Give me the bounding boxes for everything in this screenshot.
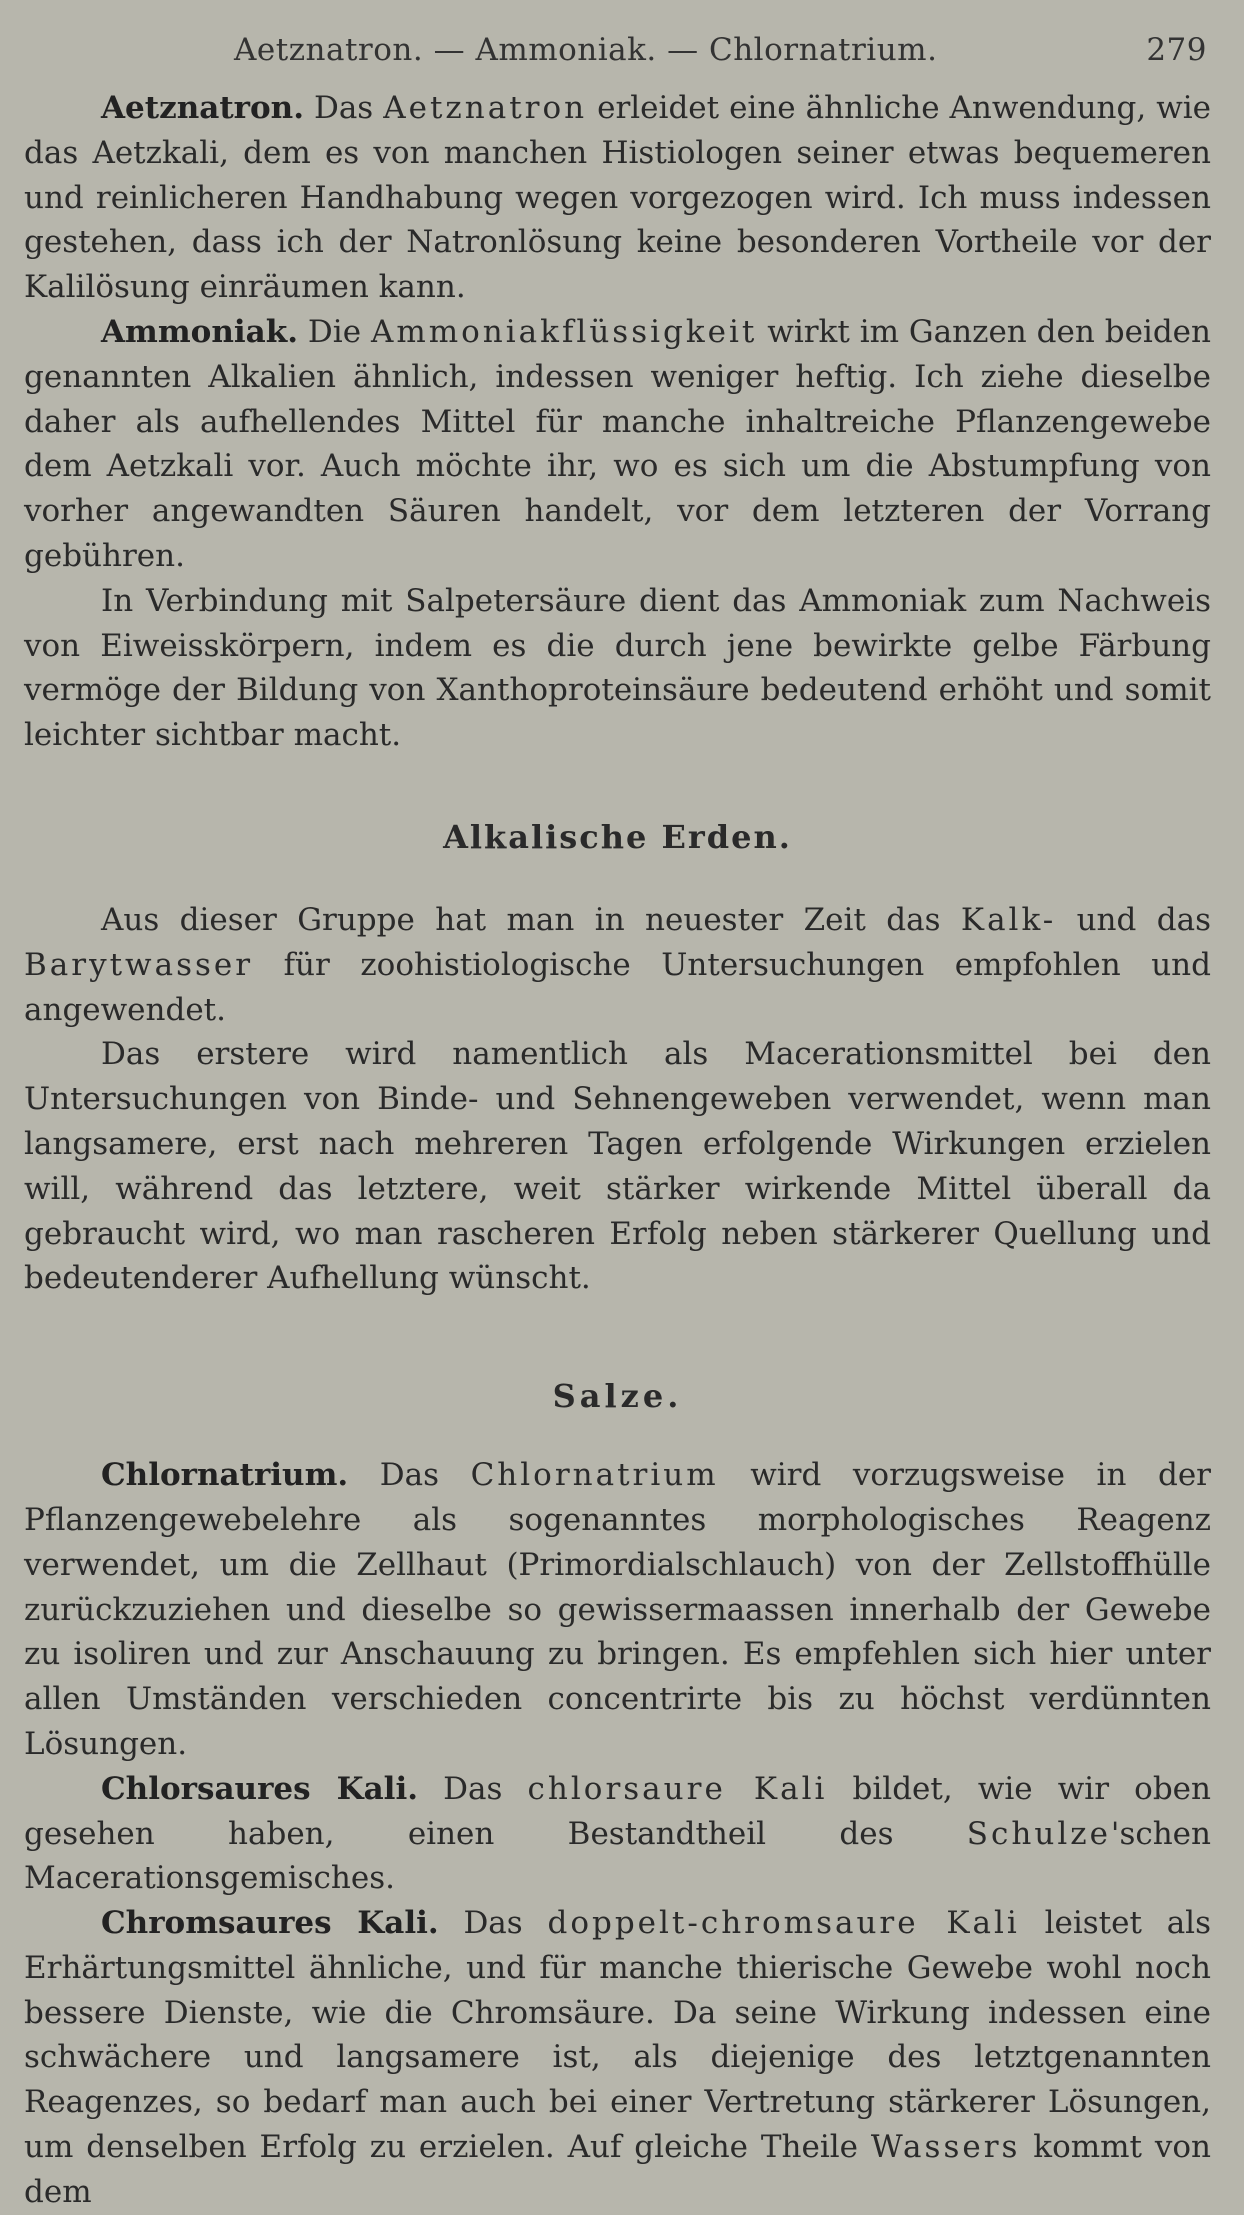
term-chromsaures-kali: Chromsaures Kali. (101, 1905, 439, 1942)
spaced-term: Ammoniakflüssigkeit (370, 313, 758, 350)
paragraph-alkalische-erden: Aus dieser Gruppe hat man in neuester Zeit das Kalk- und das Barytwasser für zoohistiologische Untersuchungen empfohlen und angewendet. (24, 901, 1211, 1028)
spaced-term: Aetznatron (383, 90, 588, 126)
paragraph-chromsaures-kali: Chromsaures Kali. Das doppelt-chromsaure Kali leistet als Erhärtungsmittel ähnliche, und für manche thierische Gewebe wohl noch bessere Dienste, wie die Chromsäure. Da seine Wirkung indessen eine schwächere und langsamere ist, als diejenige des letztgenannten Reagenzes, so bedarf man auch bei einer Vertretung stärkerer Lösungen, um denselben Erfolg zu erzielen. Auf gleiche Theile Wassers kommt von dem (24, 1905, 1212, 2210)
spaced-term: chlorsaure Kali (527, 1770, 828, 1807)
running-head: Aetznatron. — Ammoniak. — Chlornatrium. (234, 32, 938, 68)
paragraph-ammoniak: Ammoniak. Die Ammoniakflüssigkeit wirkt im Ganzen den beiden genannten Alkalien ähnlich, indessen weniger heftig. Ich ziehe dieselbe daher als aufhellendes Mittel für manche inhaltreiche Pflanzengewebe dem Aetzkali vor. Auch möchte ihr, wo es sich um die Abstumpfung von vorher angewandten Säuren handelt, vor dem letzteren der Vorrang gebühren. (24, 313, 1211, 574)
paragraph-chlorsaures-kali: Chlorsaures Kali. Das chlorsaure Kali bildet, wie wir oben gesehen haben, einen Bestandtheil des Schulze'schen Macerationsgemisches. (24, 1770, 1211, 1897)
paragraph-macerationsmittel: Das erstere wird namentlich als Macerationsmittel bei den Untersuchungen von Binde- und Sehnengeweben verwendet, wenn man langsamere, erst nach mehreren Tagen erfolgende Wirkungen erzielen will, während das letztere, weit stärker wirkende Mittel überall da gebraucht wird, wo man rascheren Erfolg neben stärkerer Quellung und bedeutenderer Aufhellung wünscht. (24, 1036, 1211, 1297)
term-aetznatron: Aetznatron. (101, 90, 304, 126)
term-chlorsaures-kali: Chlorsaures Kali. (101, 1770, 419, 1807)
term-chlornatrium: Chlornatrium. (101, 1457, 349, 1494)
spaced-term: doppelt-chromsaure Kali (547, 1905, 1020, 1942)
paragraph-aetznatron: Aetznatron. Das Aetznatron erleidet eine ähnliche Anwendung, wie das Aetzkali, dem es von manchen Histiologen seiner etwas bequemeren und reinlicheren Handhabung wegen vorgezogen wird. Ich muss indessen gestehen, dass ich der Natronlösung keine besonderen Vortheile vor der Kalilösung einräumen kann. (24, 90, 1211, 306)
spaced-term: Schulze (966, 1815, 1111, 1852)
page-number: 279 (1146, 32, 1207, 68)
spaced-term: Wassers (870, 2129, 1021, 2166)
section-heading-salze: Salze. (552, 1377, 683, 1416)
spaced-term: Barytwasser (24, 946, 254, 983)
section-heading-alkalische-erden: Alkalische Erden. (443, 817, 792, 856)
term-ammoniak: Ammoniak. (101, 313, 299, 350)
spaced-term: Chlornatrium (470, 1457, 719, 1494)
paragraph-chlornatrium: Chlornatrium. Das Chlornatrium wird vorzugsweise in der Pflanzengewebelehre als sogenanntes morphologisches Reagenz verwendet, um die Zellhaut (Primordialschlauch) von der Zellstoffhülle zurückzuziehen und dieselbe so gewissermaassen innerhalb der Gewebe zu isoliren und zur Anschauung zu bringen. Es empfehlen sich hier unter allen Umständen verschieden concentrirte bis zu höchst verdünnten Lösungen. (24, 1457, 1212, 1762)
page-header (24, 24, 1211, 86)
spaced-term: Kalk- (960, 901, 1057, 938)
paragraph-ammoniak-nachweis: In Verbindung mit Salpetersäure dient das Ammoniak zum Nachweis von Eiweisskörpern, indem es die durch jene bewirkte gelbe Färbung vermöge der Bildung von Xanthoproteinsäure bedeutend erhöht und somit leichter sichtbar macht. (24, 582, 1211, 754)
